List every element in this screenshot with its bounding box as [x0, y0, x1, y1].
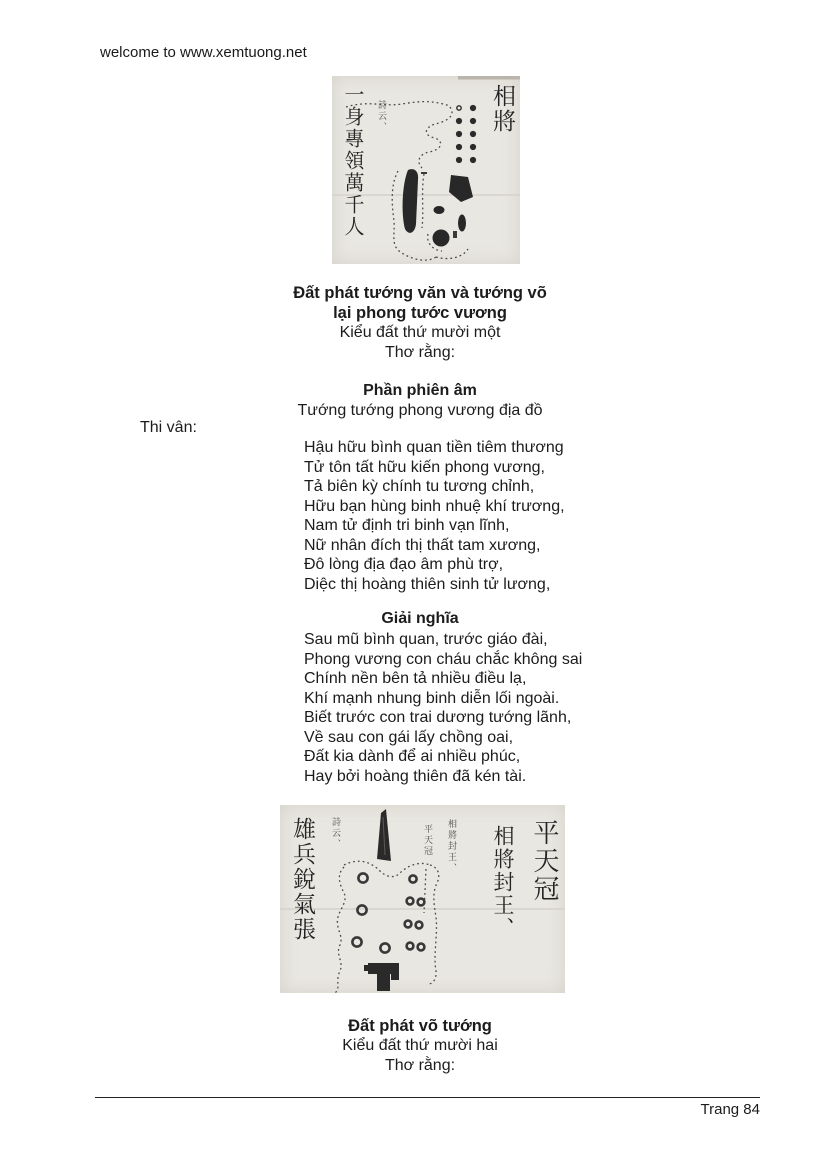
diagram-1-right-caption: 相將	[489, 84, 515, 134]
footer-rule	[95, 1097, 760, 1098]
phien-am-heading-block	[17, 381, 823, 421]
diagram-2-left-caption: 雄兵銳氣張	[289, 817, 315, 942]
poem-line: Phong vương con cháu chắc không sai	[304, 650, 583, 668]
poem-line: Đô lòng địa đạo âm phù trợ,	[304, 556, 504, 573]
poem-line: Hay bởi hoàng thiên đã kén tài.	[304, 767, 527, 785]
poem-line: Biết trước con trai dương tướng lãnh,	[304, 709, 572, 726]
diagram-2-right-caption-1: 平天冠	[529, 819, 559, 903]
diagram-2-note: 詩云、	[330, 817, 340, 850]
diagram-2-small-note-1: 相將封王、	[446, 819, 456, 874]
poem-line: Hữu bạn hùng binh nhuệ khí trương,	[304, 497, 565, 515]
poem-line: Hậu hữu bình quan tiền tiêm thương	[304, 439, 564, 456]
diagram-2-right-caption-2: 相將封王、	[491, 825, 515, 940]
section2-tho-rang: Thơ rằng:	[384, 1057, 456, 1074]
section1-kieu-dat: Kiểu đất thứ mười một	[339, 324, 501, 341]
giai-nghia-heading: Giải nghĩa	[381, 610, 459, 627]
poem-line: Sau mũ bình quan, trước giáo đài,	[304, 631, 548, 648]
section2-kieu-dat: Kiểu đất thứ mười hai	[342, 1037, 498, 1054]
diagram-1-note: 詩云、	[376, 100, 386, 133]
giai-nghia-poem	[304, 630, 582, 786]
diagram-1-left-caption: 一身專領萬千人	[341, 84, 365, 238]
section1-heading-block	[17, 283, 823, 363]
poem-line: Chính nền bên tả nhiều điều lạ,	[304, 670, 527, 687]
page-number: Trang 84	[700, 1101, 760, 1118]
geomancy-diagram-1	[332, 76, 520, 264]
section1-tho-rang: Thơ rằng:	[384, 344, 456, 361]
geomancy-diagram-2	[280, 805, 565, 993]
poem-line: Đất kia dành để ai nhiều phúc,	[304, 748, 521, 765]
phien-am-intro: Tướng tướng phong vương địa đồ	[297, 402, 543, 419]
poem-line: Khí mạnh nhung binh diễn lối ngoài.	[304, 689, 560, 707]
poem-line: Tả biên kỳ chính tu tương chỉnh,	[304, 478, 535, 495]
poem-line: Diệc thị hoàng thiên sinh tử lương,	[304, 575, 551, 593]
poem-line: Nam tử định tri binh vạn lĩnh,	[304, 517, 510, 534]
site-header: welcome to www.xemtuong.net	[100, 44, 307, 61]
phien-am-heading: Phần phiên âm	[363, 382, 477, 399]
poem-line: Về sau con gái lấy chồng oai,	[304, 728, 514, 746]
phien-am-poem	[304, 438, 565, 594]
diagram-2-small-note-2: 平天冠	[422, 824, 432, 857]
section1-title-line1: Đất phát tướng văn và tướng võ	[293, 284, 547, 302]
section2-title: Đất phát võ tướng	[348, 1017, 492, 1035]
thi-van-label: Thi vân:	[140, 419, 197, 436]
section1-title-line2: lại phong tước vương	[333, 304, 507, 322]
poem-line: Nữ nhân đích thị thất tam xương,	[304, 536, 541, 554]
poem-line: Tử tôn tất hữu kiến phong vương,	[304, 458, 545, 476]
section2-heading-block	[17, 1016, 823, 1076]
